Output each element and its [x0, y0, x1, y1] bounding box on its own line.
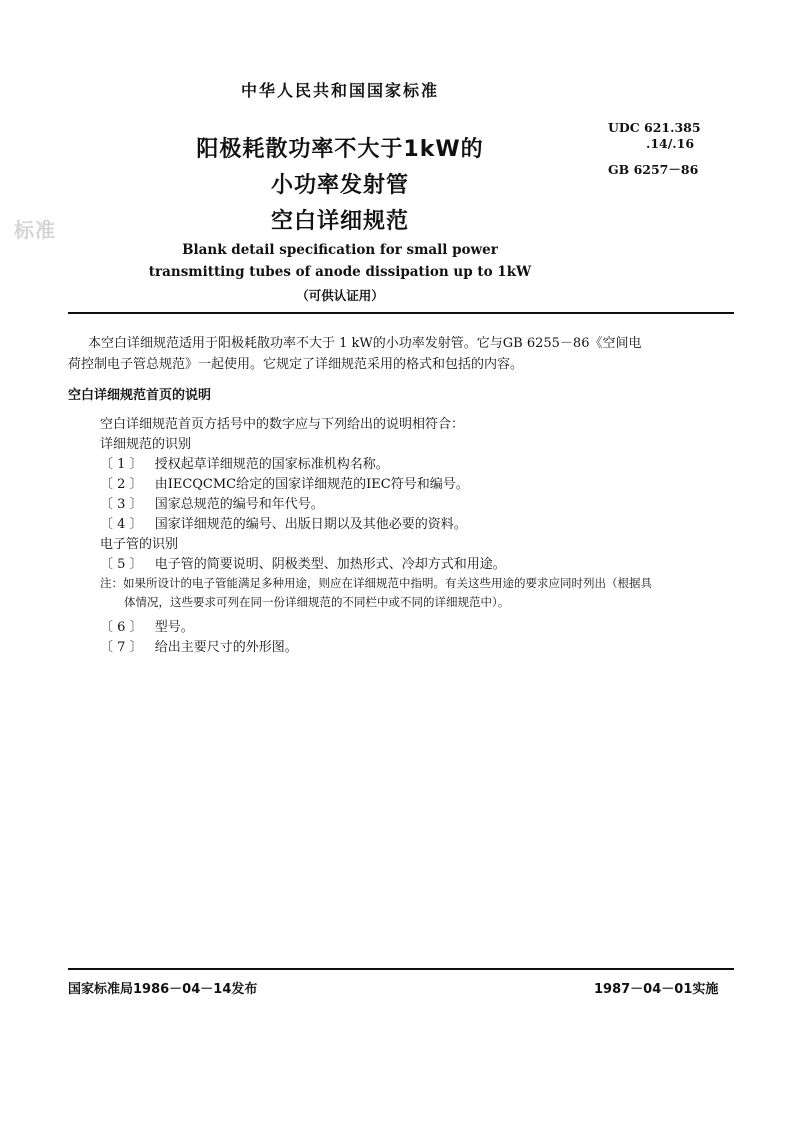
title-note: （可供认证用） — [296, 288, 384, 303]
item-text: 国家详细规范的编号、出版日期以及其他必要的资料。 — [154, 517, 467, 532]
note-line2: 体情况，这些要求可列在同一份详细规范的不同栏中或不同的详细规范中）。 — [124, 595, 510, 609]
item-number: 〔 2 〕 — [100, 477, 143, 492]
issue-date: 国家标准局1986－04－14发布 — [68, 982, 258, 997]
title-cn-line2: 小功率发射管 — [270, 173, 409, 198]
note-line1: 注：如果所设计的电子管能满足多种用途，则应在详细规范中指明。有关这些用途的要求应同时列出（根据具 — [100, 576, 652, 590]
bottom-divider — [68, 968, 734, 970]
title-cn-line1: 阳极耗散功率不大于1kW的 — [196, 137, 484, 162]
item-number: 〔 6 〕 — [100, 620, 143, 635]
standard-type-heading: 中华人民共和国国家标准 — [240, 81, 439, 100]
effective-date: 1987－04－01实施 — [594, 982, 719, 997]
udc-code-sub: .14/.16 — [646, 136, 695, 151]
list-item — [100, 553, 506, 572]
item-text: 授权起草详细规范的国家标准机构名称。 — [154, 457, 389, 472]
group-title-tube: 电子管的识别 — [100, 537, 179, 552]
top-divider — [68, 312, 734, 314]
watermark-stamp: 标准 — [14, 218, 56, 242]
title-en-line1: Blank detail specification for small power — [182, 242, 498, 258]
intro-line1: 本空白详细规范适用于阳极耗散功率不大于 1 kW的小功率发射管。它与GB 6255－86《空间电 — [88, 336, 642, 351]
group-title-detail-spec: 详细规范的识别 — [100, 437, 192, 452]
list-item — [100, 513, 467, 532]
gb-number: GB 6257－86 — [608, 162, 699, 177]
list-item — [100, 453, 389, 472]
item-number: 〔 5 〕 — [100, 557, 143, 572]
section-lead: 空白详细规范首页方括号中的数字应与下列给出的说明相符合： — [100, 417, 465, 432]
udc-code: UDC 621.385 — [608, 120, 701, 135]
item-text: 型号。 — [154, 620, 194, 635]
section-heading: 空白详细规范首页的说明 — [68, 388, 212, 403]
title-en-line2: transmitting tubes of anode dissipation up to 1kW — [148, 264, 532, 280]
list-item — [100, 636, 298, 655]
intro-line2: 荷控制电子管总规范》一起使用。它规定了详细规范采用的格式和包括的内容。 — [68, 357, 524, 372]
title-cn-line3: 空白详细规范 — [270, 209, 409, 234]
list-item — [100, 473, 469, 492]
item-number: 〔 4 〕 — [100, 517, 143, 532]
item-number: 〔 7 〕 — [100, 640, 143, 655]
item-text: 由IECQCMC给定的国家详细规范的IEC符号和编号。 — [154, 477, 469, 492]
list-item — [100, 493, 324, 512]
item-number: 〔 3 〕 — [100, 497, 143, 512]
item-text: 给出主要尺寸的外形图。 — [154, 640, 298, 655]
item-number: 〔 1 〕 — [100, 457, 143, 472]
list-item — [100, 616, 194, 635]
item-text: 国家总规范的编号和年代号。 — [154, 497, 324, 512]
item-text: 电子管的简要说明、阴极类型、加热形式、冷却方式和用途。 — [154, 557, 506, 572]
